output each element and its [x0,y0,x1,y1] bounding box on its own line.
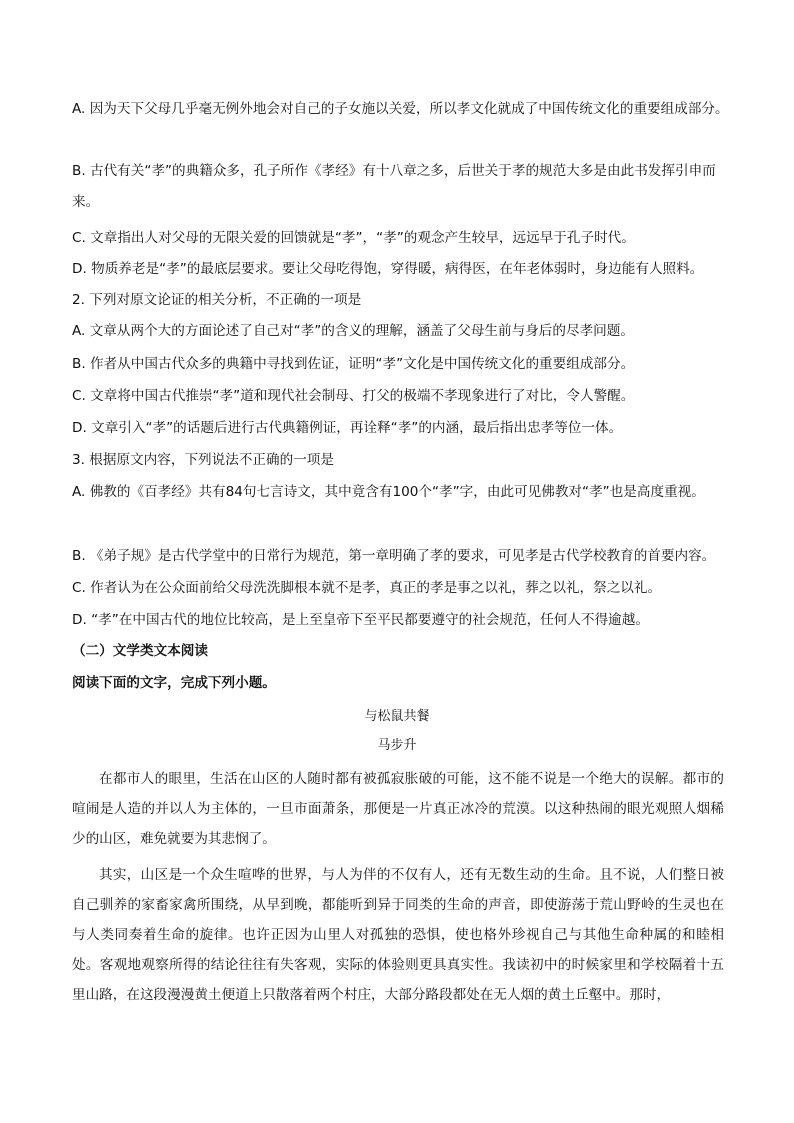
q1-option-c: C. 文章指出人对父母的无限关爱的回馈就是“孝”，“孝”的观念产生较早，远远早于孔子时代。 [72,230,635,246]
article-paragraph: 其实，山区是一个众生喧哗的世界，与人为伴的不仅有人，还有无数生动的生命。且不说，人们整日被自己驯养的家畜家禽所围绕，从早到晚，都能听到异于同类的生命的声音，即使游荡于荒山野岭的生灵也在与人类同奏着生命的旋律。也许正因为山里人对孤独的恐惧，使也格外珍视自己与其他生命种属的和睦相处。客观地观察所得的结论往往有失客观，实际的体验则更具真实性。我读初中的时候家里和学校隔着十五里山路，在这段漫漫黄土便道上只散落着两个村庄，大部分路段都处在无人烟的黄土丘壑中。那时， [72,867,724,1003]
q3-stem: 3. 根据原文内容，下列说法不正确的一项是 [72,452,334,468]
article-title: 与松鼠共餐 [364,709,430,724]
q1-option-a: A. 因为天下父母几乎毫无例外地会对自己的子女施以关爱，所以孝文化就成了中国传统文化的重要组成部分。 [72,101,729,117]
q2-option-b: B. 作者从中国古代众多的典籍中寻找到佐证，证明“孝”文化是中国传统文化的重要组成部分。 [72,356,635,372]
q2-option-a: A. 文章从两个大的方面论述了自己对“孝”的含义的理解，涵盖了父母生前与身后的尽孝问题。 [72,323,634,339]
reading-instruction: 阅读下面的文字，完成下列小题。 [72,675,276,691]
q2-stem: 2. 下列对原文论证的相关分析，不正确的一项是 [72,292,362,308]
article-paragraph: 在都市人的眼里，生活在山区的人随时都有被孤寂胀破的可能，这不能不说是一个绝大的误解。都市的喧闹是人造的并以人为主体的，一旦市面萧条，那便是一片真正冰冷的荒漠。以这种热闹的眼光观照人烟稀少的山区，难免就要为其悲悯了。 [72,771,724,847]
article-body [72,764,724,1010]
q1-option-b: B. 古代有关“孝”的典籍众多，孔子所作《孝经》有十八章之多，后世关于孝的规范大多是由此书发挥引申而来。 [72,163,716,210]
q3-option-d: D. “孝”在中国古代的地位比较高，是上至皇帝下至平民都要遵守的社会规范，任何人不得逾越。 [72,612,649,628]
q3-option-c: C. 作者认为在公众面前给父母洗洗脚根本就不是孝，真正的孝是事之以礼，葬之以礼，祭之以礼。 [72,580,662,596]
q2-option-c: C. 文章将中国古代推崇“孝”道和现代社会制母、打父的极端不孝现象进行了对比，令人警醒。 [72,388,635,404]
q2-option-d: D. 文章引入“孝”的话题后进行古代典籍例证，再诠释“孝”的内涵，最后指出忠孝等位一体。 [72,420,623,436]
article-author: 马步升 [377,738,417,753]
q3-option-a: A. 佛教的《百孝经》共有84句七言诗文，其中竟含有100个“孝”字，由此可见佛教对“孝”也是高度重视。 [72,484,705,500]
section-title: （二）文学类文本阅读 [72,643,208,659]
q1-option-d: D. 物质养老是“孝”的最底层要求。要让父母吃得饱，穿得暖，病得医，在年老体弱时，身边能有人照料。 [72,261,704,277]
q3-option-b: B. 《弟子规》是古代学堂中的日常行为规范，第一章明确了孝的要求，可见孝是古代学校教育的首要内容。 [72,548,716,564]
